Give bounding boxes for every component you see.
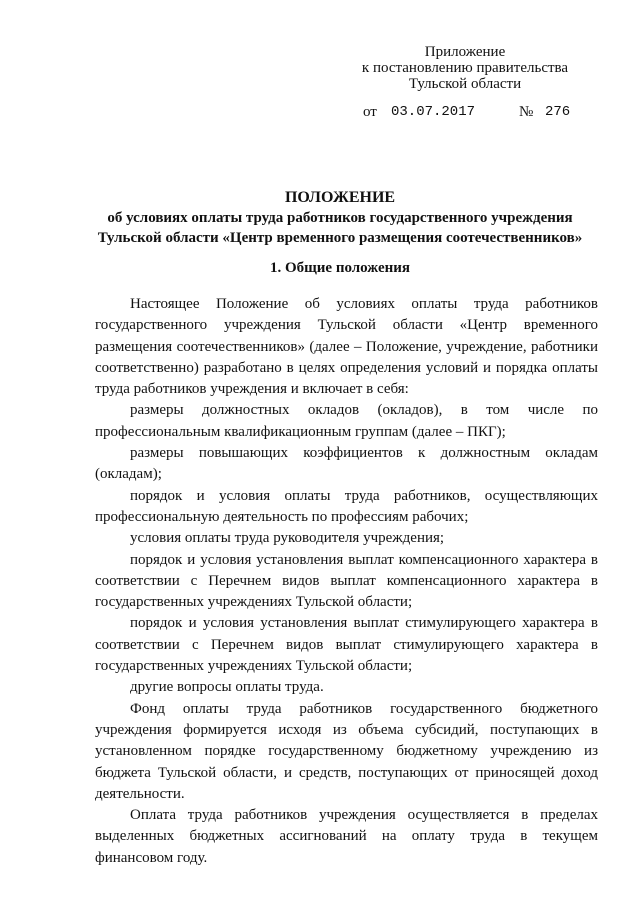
title-main: ПОЛОЖЕНИЕ — [284, 189, 396, 206]
decree-reference — [363, 104, 593, 122]
paragraph: условия оплаты труда руководителя учреждения; — [130, 530, 445, 547]
paragraph: порядок и условия установления выплат стимулирующего характера в соответствии с Перечнем видов выплат стимулирующего характера в государственных учреждениях Тульской области; — [95, 615, 598, 675]
appendix-line-1: Приложение — [424, 44, 506, 60]
decree-number: 276 — [545, 104, 571, 120]
appendix-line-3: Тульской области — [408, 76, 522, 92]
number-label: № — [519, 104, 534, 120]
body-text — [95, 294, 598, 869]
decree-date: 03.07.2017 — [391, 104, 476, 120]
section-heading: 1. Общие положения — [269, 260, 411, 276]
from-label: от — [363, 104, 377, 120]
paragraph: порядок и условия оплаты труда работников, осуществляющих профессиональную деятельность по профессиям рабочих; — [95, 487, 598, 525]
title-line-2: об условиях оплаты труда работников государственного учреждения — [107, 210, 573, 226]
paragraph: размеры повышающих коэффициентов к должностным окладам (окладам); — [95, 445, 598, 483]
paragraph: порядок и условия установления выплат компенсационного характера в соответствии с Перечнем видов выплат компенсационного характера в государственных учреждениях Тульской области; — [95, 551, 598, 611]
appendix-line-2: к постановлению правительства — [361, 60, 569, 76]
paragraph: размеры должностных окладов (окладов), в том числе по профессиональным квалификационным группам (далее – ПКГ); — [95, 402, 598, 440]
title-line-3: Тульской области «Центр временного размещения соотечественников» — [97, 230, 583, 246]
paragraph: Фонд оплаты труда работников государственного бюджетного учреждения формируется исходя из объема субсидий, поступающих в установленном порядке государственному бюджетному учреждению из бюджета Тульской области, и средств, поступающих от приносящей доход деятельности. — [95, 700, 598, 802]
paragraph: другие вопросы оплаты труда. — [130, 679, 324, 696]
paragraph: Настоящее Положение об условиях оплаты труда работников государственного учреждения Тульской области «Центр временного размещения соотечественников» (далее – Положение, учреждение, работники соответственно) разработано в целях определения условий и порядка оплаты труда работников учреждения и включает в себя: — [95, 296, 598, 398]
document-title — [60, 188, 620, 248]
paragraph: Оплата труда работников учреждения осуществляется в пределах выделенных бюджетных ассигнований на оплату труда в текущем финансовом году. — [95, 807, 598, 866]
appendix-block — [340, 44, 590, 92]
